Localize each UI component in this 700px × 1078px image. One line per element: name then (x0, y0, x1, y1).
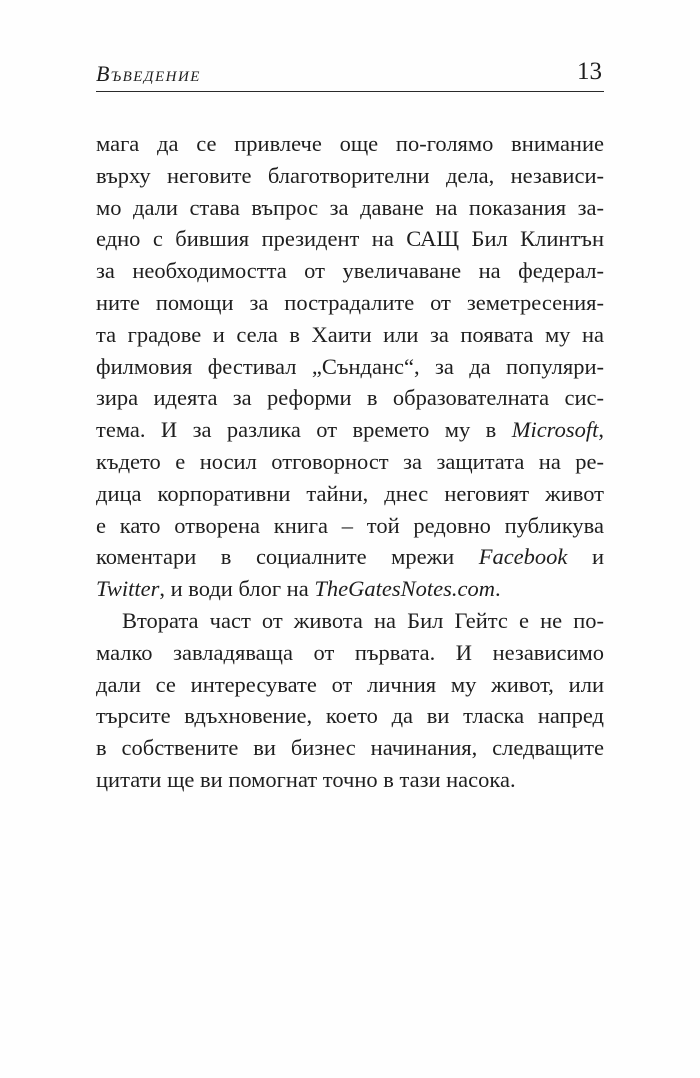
italic-term: Microsoft (511, 417, 599, 443)
text-line: дали се интересувате от личния му живот, или (96, 671, 604, 697)
italic-term: Twitter (96, 576, 160, 602)
text-span: върху неговите благотворителни дела, независи- (96, 162, 604, 188)
text-line (96, 382, 604, 414)
text-line (96, 128, 604, 160)
paragraph-1 (96, 128, 604, 605)
text-span: дица корпоративни тайни, днес неговият живот (96, 480, 604, 506)
italic-term: Facebook (478, 544, 568, 570)
text-span: филмовия фестивал „Сънданс“, за да популяри- (96, 353, 604, 379)
text-span: коментари в социалните мрежи (96, 544, 479, 570)
text-line (96, 573, 604, 605)
paragraph-2 (96, 605, 604, 796)
text-line (96, 478, 604, 510)
text-line: в собствените ви бизнес начинания, следващите (96, 735, 604, 761)
text-line: малко завладяваща от първата. И независимо (96, 639, 604, 665)
chapter-title: Въведение (96, 61, 201, 86)
italic-term: TheGatesNotes.com (314, 576, 495, 602)
text-span: е като отворена книга – той редовно публикува (96, 512, 604, 538)
text-line (96, 446, 604, 478)
text-line: цитати ще ви помогнат точно в тази насока. (96, 766, 516, 792)
text-line: Втората част от живота на Бил Гейтс е не по- (122, 607, 604, 633)
text-span: за необходимостта от увеличаване на федерал- (96, 258, 604, 284)
body-text (96, 128, 604, 796)
text-span: . (494, 576, 501, 602)
text-span: ните помощи за пострадалите от земетресения- (96, 289, 604, 315)
text-line (96, 319, 604, 351)
text-line (96, 160, 604, 192)
page-number: 13 (577, 58, 602, 85)
text-line (96, 287, 604, 319)
text-line (96, 510, 604, 542)
text-line (96, 255, 604, 287)
text-line (96, 351, 604, 383)
text-span: зира идеята за реформи в образователната сис- (96, 385, 604, 411)
text-span: където е носил отговорност за защитата на ре- (96, 448, 604, 474)
text-line (96, 414, 604, 446)
running-header (96, 57, 604, 92)
text-span: та градове и села в Хаити или за появата му на (96, 321, 604, 347)
text-line (96, 541, 604, 573)
text-line: търсите вдъхновение, което да ви тласка напред (96, 703, 604, 729)
text-span: мага да се привлече още по-голямо внимание (96, 131, 604, 156)
text-span: едно с бившия президент на САЩ Бил Клинтън (96, 226, 604, 252)
text-line (96, 223, 604, 255)
text-span: и (567, 544, 604, 570)
text-line (96, 192, 604, 224)
text-span: мо дали става въпрос за даване на показания за- (96, 194, 604, 220)
text-span: тема. И за разлика от времето му в (96, 417, 512, 443)
text-span: , (598, 417, 604, 443)
text-span: , и води блог на (159, 576, 315, 602)
